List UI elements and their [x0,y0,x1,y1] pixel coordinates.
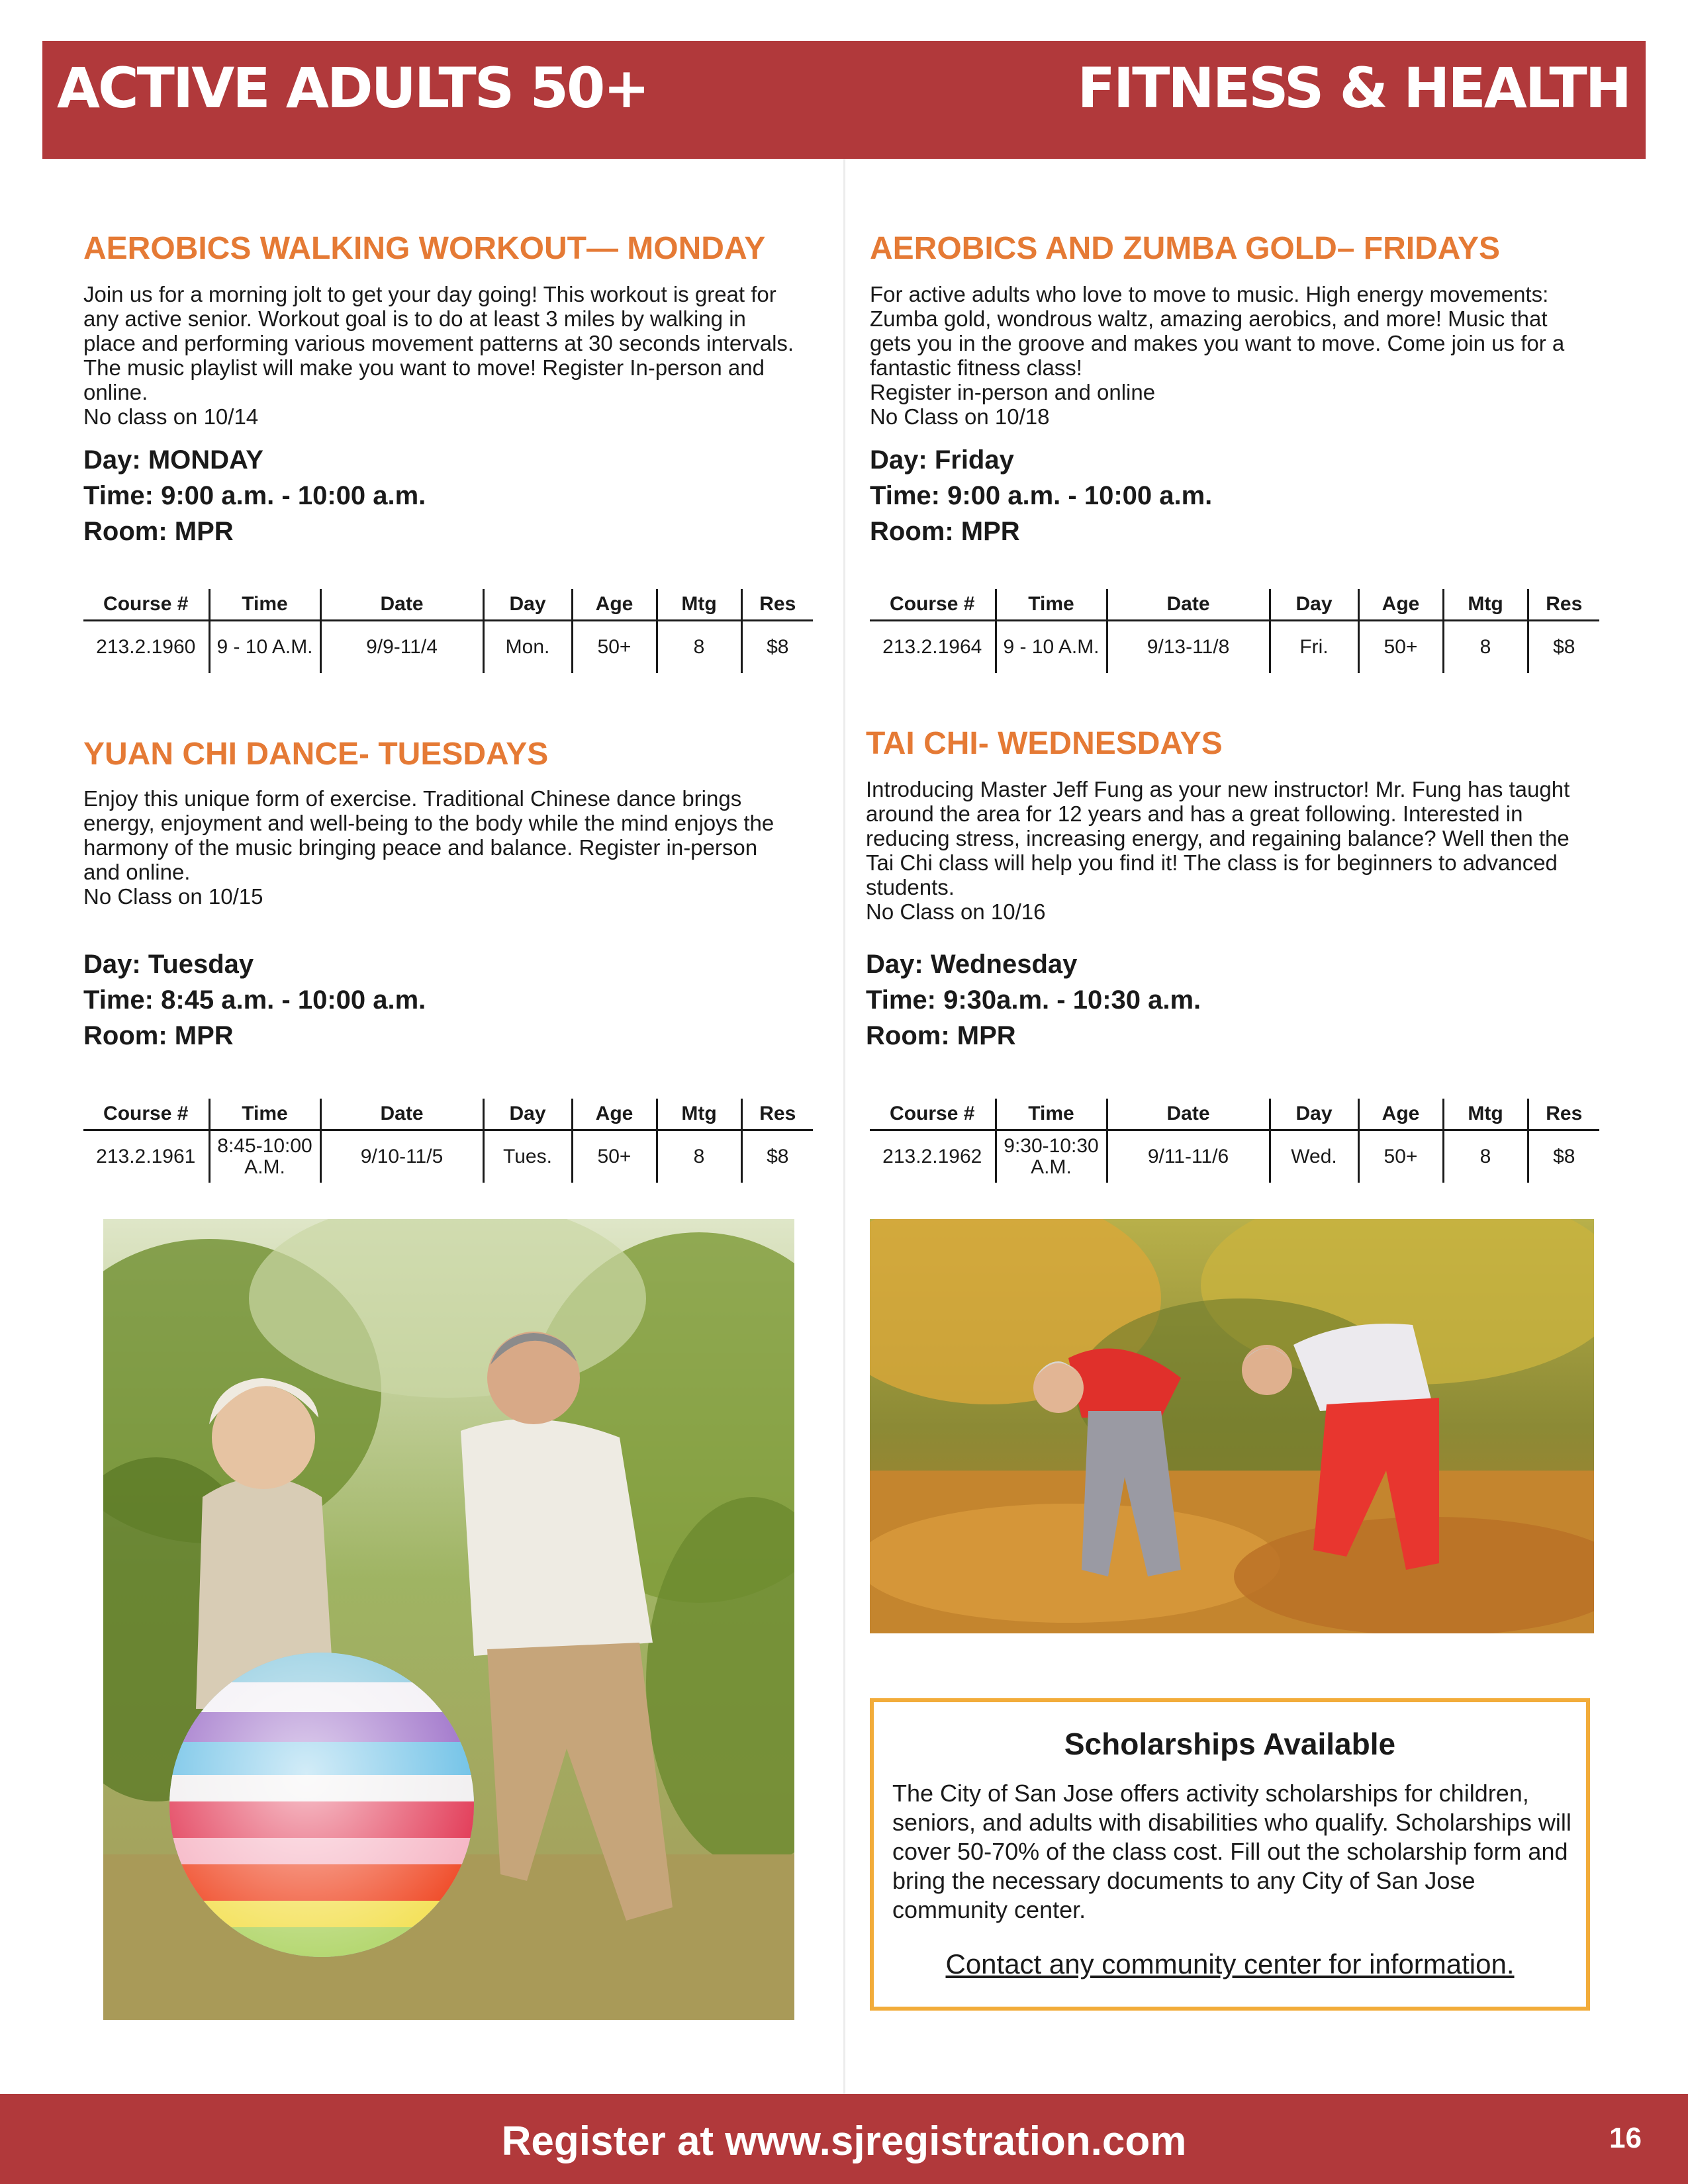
class-room: Room: MPR [870,517,1020,546]
class-time: Time: 9:00 a.m. - 10:00 a.m. [870,481,1213,510]
column-header-age: Age [1358,589,1443,621]
course-date: 9/10-11/5 [320,1130,483,1183]
class-time: Time: 8:45 a.m. - 10:00 a.m. [83,985,426,1015]
column-header-mtg: Mtg [657,589,741,621]
page-footer [0,2094,1688,2184]
class-title-yuan-chi: YUAN CHI DANCE- TUESDAYS [83,737,549,772]
seniors-stretching-photo [870,1219,1594,1633]
course-number: 213.2.1964 [882,636,982,658]
class-day: Day: Friday [870,445,1014,475]
class-day: Day: Wednesday [866,950,1078,979]
no-class-note: No class on 10/14 [83,404,259,429]
table-row [870,621,1599,674]
column-header-mtg: Mtg [1443,589,1528,621]
class-time: Time: 9:00 a.m. - 10:00 a.m. [83,481,426,510]
course-day: Mon. [483,621,572,674]
no-class-note: No Class on 10/15 [83,884,263,909]
course-meetings: 8 [1443,621,1528,674]
class-title-aerobics-walking: AEROBICS WALKING WORKOUT— MONDAY [83,231,766,266]
column-header-day: Day [483,1099,572,1130]
class-time: Time: 9:30a.m. - 10:30 a.m. [866,985,1201,1015]
description-text: Enjoy this unique form of exercise. Traditional Chinese dance brings energy, enjoyment and well-being to the body while the mind enjoys the harmony of the music bringing peace and balance. Register in-person and online. [83,786,774,884]
column-header-age: Age [1358,1099,1443,1130]
column-header-date: Date [1107,1099,1270,1130]
column-header-course: Course # [83,1099,209,1130]
course-number: 213.2.1960 [96,636,196,658]
description-text: For active adults who love to move to music. High energy movements: Zumba gold, wondrous waltz, amazing aerobics, and more! Music that gets you in the groove and makes you want to move. Come join us for a fantastic fitness class! [870,282,1565,380]
course-age: 50+ [1358,621,1443,674]
class-title-zumba-gold: AEROBICS AND ZUMBA GOLD– FRIDAYS [870,231,1501,266]
column-header-day: Day [483,589,572,621]
column-header-date: Date [320,589,483,621]
course-day: Fri. [1270,621,1358,674]
class-description [83,786,798,909]
column-divider [843,159,845,2094]
column-header-time: Time [996,589,1107,621]
column-header-age: Age [572,1099,657,1130]
registration-link[interactable]: Register at www.sjregistration.com [501,2118,1187,2164]
page-header [42,41,1646,159]
column-header-res: Res [1528,589,1599,621]
class-room: Room: MPR [83,517,234,546]
column-header-res: Res [741,589,813,621]
class-room: Room: MPR [866,1021,1016,1050]
scholarship-body: The City of San Jose offers activity scholarships for children, seniors, and adults with disabilities who qualify. Scholarships will cover 50-70% of the class cost. Fill out the scholarship form and bring the necessary documents to any City of San Jose community center. [892,1780,1571,1923]
seniors-beach-ball-photo [103,1219,794,2020]
class-schedule-info [866,946,1201,1054]
course-number: 213.2.1961 [96,1146,196,1167]
course-fee: $8 [741,621,813,674]
scholarship-box [870,1698,1590,2011]
no-class-note: No Class on 10/18 [870,404,1050,429]
course-day: Wed. [1270,1130,1358,1183]
column-header-day: Day [1270,1099,1358,1130]
class-schedule-info [870,442,1212,549]
column-header-mtg: Mtg [657,1099,741,1130]
course-date: 9/9-11/4 [320,621,483,674]
column-header-date: Date [320,1099,483,1130]
column-header-time: Time [209,589,320,621]
class-room: Room: MPR [83,1021,234,1050]
course-date: 9/13-11/8 [1107,621,1270,674]
course-meetings: 8 [657,1130,741,1183]
course-table [870,1099,1599,1183]
course-table [83,1099,813,1183]
scholarship-title: Scholarships Available [1064,1727,1396,1761]
table-row [870,1130,1599,1183]
section-title-right: FITNESS & HEALTH [1077,56,1630,120]
column-header-course: Course # [83,589,209,621]
column-header-course: Course # [870,1099,996,1130]
course-fee: $8 [1528,1130,1599,1183]
column-header-res: Res [741,1099,813,1130]
column-header-date: Date [1107,589,1270,621]
course-fee: $8 [741,1130,813,1183]
description-text: Join us for a morning jolt to get your day going! This workout is great for any active senior. Workout goal is to do at least 3 miles by walking in place and performing various movement patterns at 30 seconds intervals. The music playlist will make you want to move! Register In-person and online. [83,282,794,404]
class-day: Day: MONDAY [83,445,263,475]
course-meetings: 8 [657,621,741,674]
course-time: 9 - 10 A.M. [209,621,320,674]
class-schedule-info [83,442,426,549]
course-date: 9/11-11/6 [1107,1130,1270,1183]
course-time: 9 - 10 A.M. [996,621,1107,674]
course-meetings: 8 [1443,1130,1528,1183]
column-header-time: Time [209,1099,320,1130]
course-time: 8:45-10:00 A.M. [209,1130,320,1183]
course-time: 9:30-10:30 A.M. [996,1130,1107,1183]
course-age: 50+ [572,1130,657,1183]
class-title-tai-chi: TAI CHI- WEDNESDAYS [866,726,1223,761]
column-header-age: Age [572,589,657,621]
column-header-day: Day [1270,589,1358,621]
course-table [870,589,1599,673]
class-description [866,777,1587,924]
column-header-time: Time [996,1099,1107,1130]
class-day: Day: Tuesday [83,950,254,979]
contact-link[interactable]: Contact any community center for information. [945,1948,1515,1979]
column-header-res: Res [1528,1099,1599,1130]
page-number: 16 [1609,2122,1642,2154]
course-number: 213.2.1962 [882,1146,982,1167]
course-table [83,589,813,673]
section-title-left: ACTIVE ADULTS 50+ [57,56,648,120]
table-row [83,621,813,674]
course-age: 50+ [1358,1130,1443,1183]
class-schedule-info [83,946,426,1054]
column-header-course: Course # [870,589,996,621]
class-description [83,282,798,429]
course-day: Tues. [483,1130,572,1183]
table-row [83,1130,813,1183]
registration-note: Register in-person and online [870,380,1156,404]
no-class-note: No Class on 10/16 [866,899,1046,924]
column-header-mtg: Mtg [1443,1099,1528,1130]
description-text: Introducing Master Jeff Fung as your new instructor! Mr. Fung has taught around the area for 12 years and has a great following. Interested in reducing stress, increasing energy, and regaining balance? Well then the Tai Chi class will help you find it! The class is for beginners to advanced students. [866,777,1570,899]
course-age: 50+ [572,621,657,674]
course-fee: $8 [1528,621,1599,674]
class-description [870,282,1585,429]
